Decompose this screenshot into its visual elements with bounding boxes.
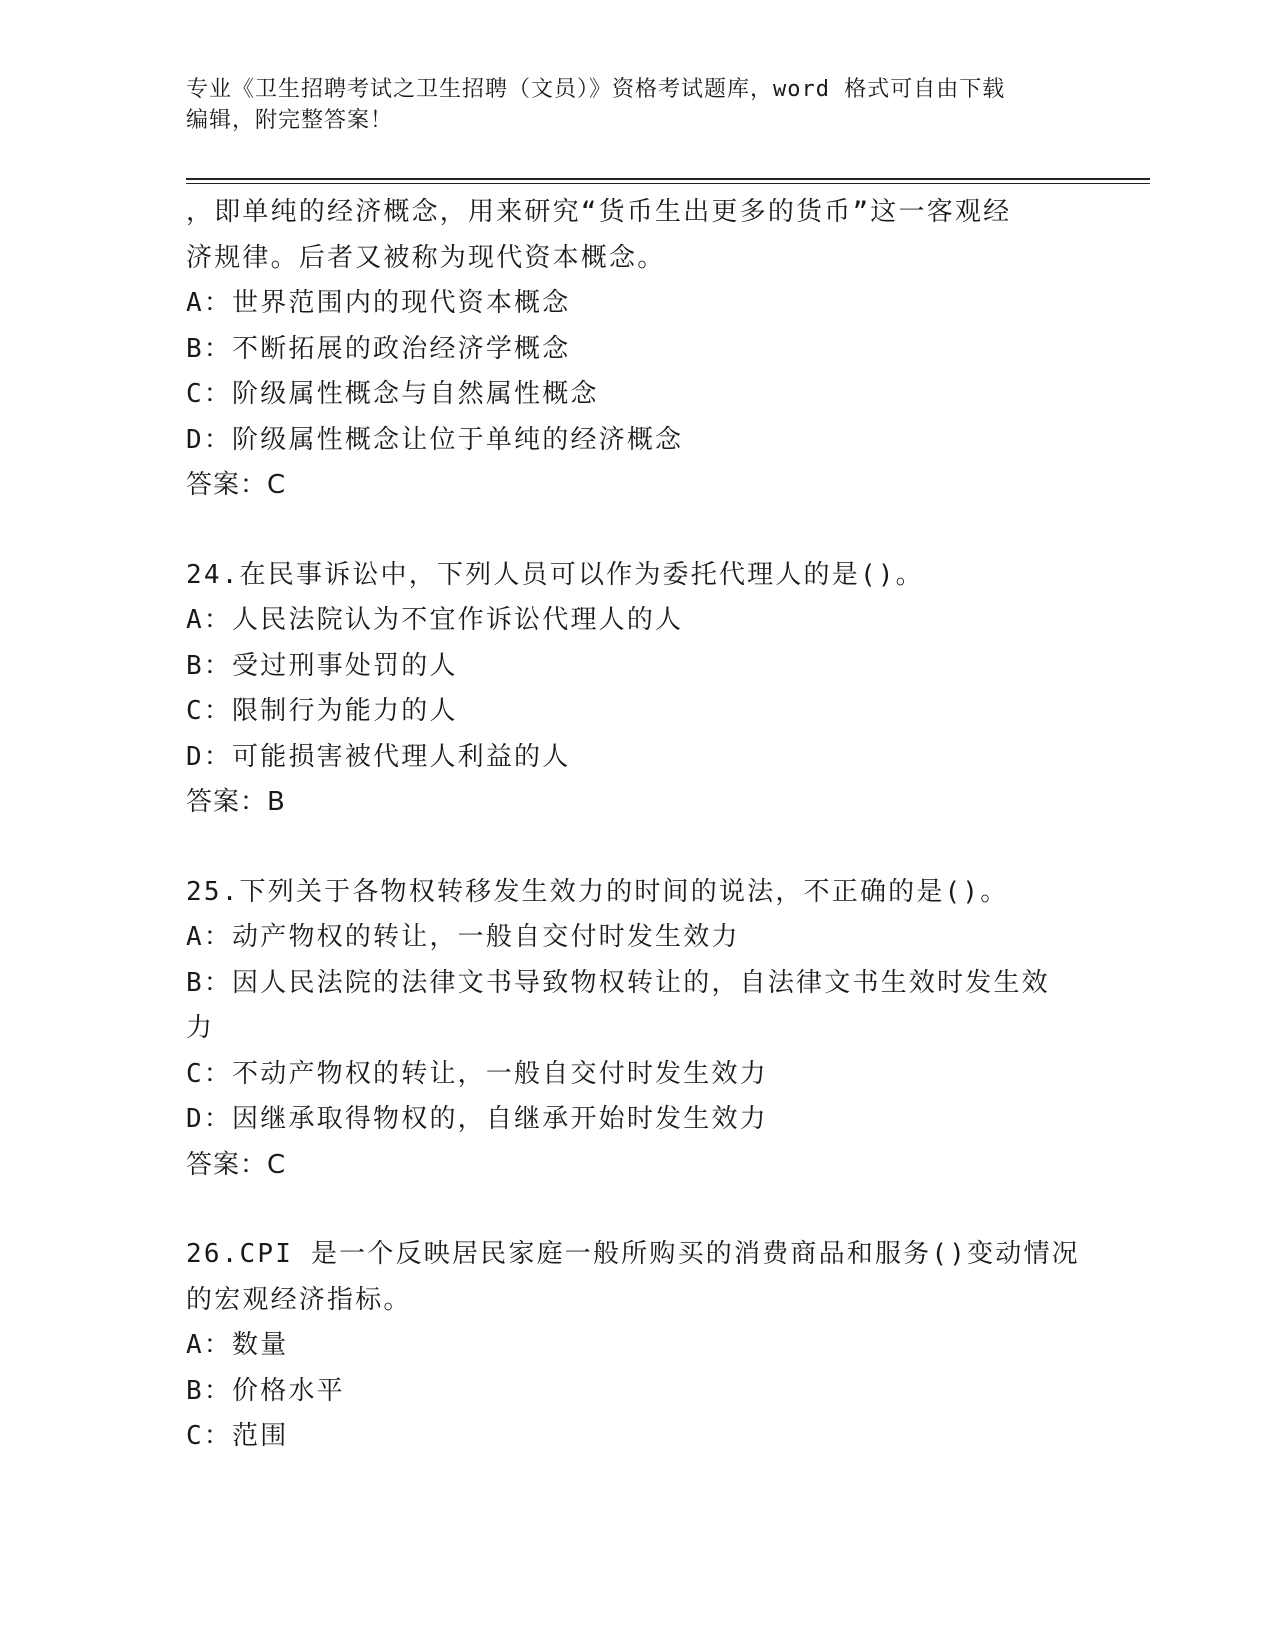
question-25 — [186, 870, 1066, 1189]
answer-line: 答案：B — [186, 787, 286, 817]
option-d: D：因继承取得物权的，自继承开始时发生效力 — [186, 1104, 768, 1134]
question-23-continuation — [186, 190, 1066, 509]
question-stem: 26.CPI 是一个反映居民家庭一般所购买的消费商品和服务()变动情况 — [186, 1239, 1080, 1269]
option-a: A：数量 — [186, 1330, 289, 1360]
answer-line: 答案：C — [186, 1149, 287, 1180]
question-24 — [186, 553, 1066, 826]
option-a: A：人民法院认为不宜作诉讼代理人的人 — [186, 605, 684, 635]
header-line-2: 编辑，附完整答案！ — [186, 108, 394, 133]
header-divider-thin — [186, 183, 1150, 184]
document-header — [186, 74, 1086, 136]
question-text-line: ，即单纯的经济概念，用来研究“货币生出更多的货币”这一客观经 — [186, 197, 1012, 227]
option-c: C：不动产物权的转让，一般自交付时发生效力 — [186, 1058, 768, 1089]
option-b-continued: 力 — [186, 1013, 215, 1043]
header-line-1: 专业《卫生招聘考试之卫生招聘（文员）》资格考试题库，word 格式可自由下载 — [186, 77, 1006, 102]
option-d: D：阶级属性概念让位于单纯的经济概念 — [186, 424, 684, 455]
header-divider-thick — [186, 178, 1150, 180]
option-b: B：因人民法院的法律文书导致物权转让的，自法律文书生效时发生效 — [186, 967, 1050, 998]
question-stem: 25.下列关于各物权转移发生效力的时间的说法，不正确的是()。 — [186, 876, 1009, 907]
question-26 — [186, 1232, 1080, 1460]
option-b: B：受过刑事处罚的人 — [186, 650, 458, 681]
option-a: A：动产物权的转让，一般自交付时发生效力 — [186, 922, 740, 952]
option-d: D：可能损害被代理人利益的人 — [186, 741, 571, 772]
option-b: B：不断拓展的政治经济学概念 — [186, 333, 571, 364]
option-b: B：价格水平 — [186, 1375, 345, 1406]
document-body — [186, 190, 1080, 1460]
option-c: C：范围 — [186, 1421, 289, 1451]
question-stem: 24.在民事诉讼中，下列人员可以作为委托代理人的是()。 — [186, 559, 924, 590]
option-c: C：阶级属性概念与自然属性概念 — [186, 379, 599, 409]
option-a: A：世界范围内的现代资本概念 — [186, 288, 571, 318]
question-text-line: 济规律。后者又被称为现代资本概念。 — [186, 242, 666, 273]
question-stem-continued: 的宏观经济指标。 — [186, 1284, 412, 1315]
answer-line: 答案：C — [186, 470, 287, 500]
option-c: C：限制行为能力的人 — [186, 696, 458, 726]
